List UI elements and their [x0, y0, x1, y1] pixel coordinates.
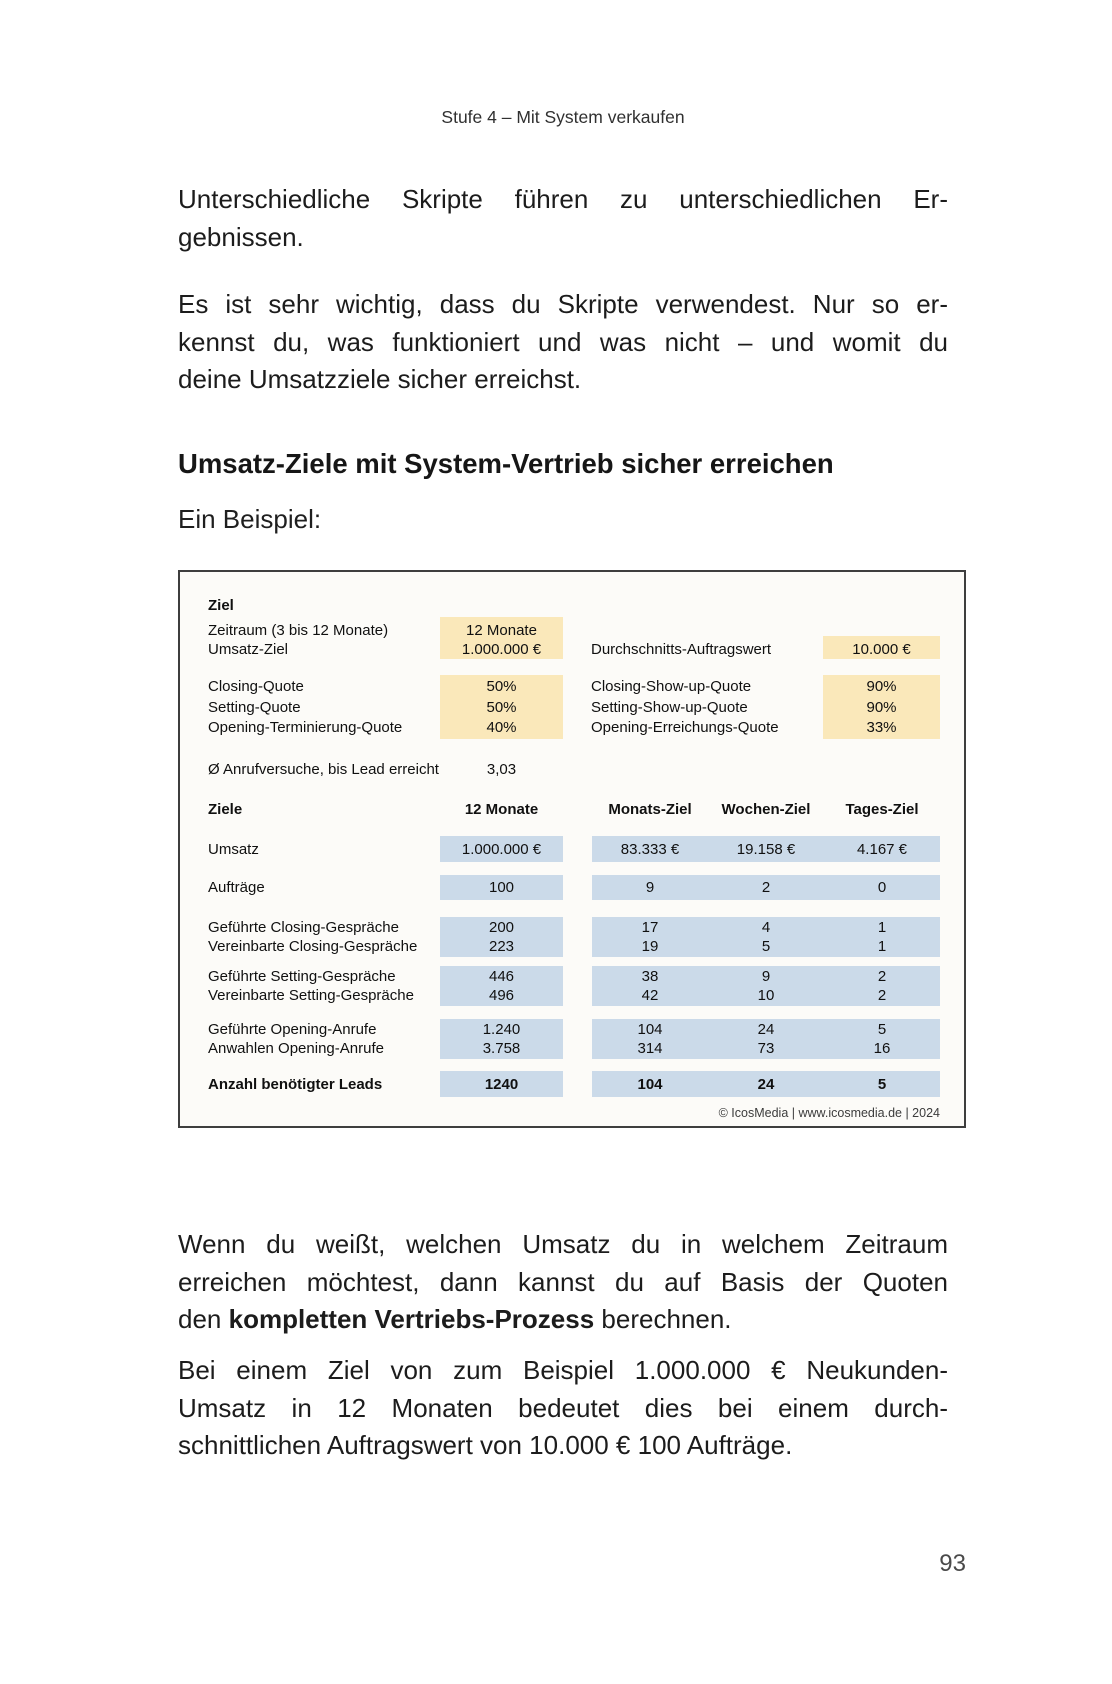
paragraph-line: Es ist sehr wichtig, dass du Skripte verwendest. Nur so er- [178, 289, 948, 319]
row-value: 2 [877, 987, 887, 1004]
goal-section-title: Ziel [208, 597, 234, 614]
table-row [180, 718, 964, 737]
table-row [180, 1021, 964, 1038]
table-row [180, 760, 964, 779]
row-value: 16 [873, 1040, 891, 1057]
quotes-rows [180, 675, 964, 739]
paragraph-line [178, 1301, 948, 1339]
row-value: 2 [761, 879, 771, 896]
paragraph-line: Bei einem Ziel von zum Beispiel 1.000.000 € Neukunden- [178, 1355, 948, 1385]
row-value: 5 [761, 938, 771, 955]
row-label: Closing-Show-up-Quote [591, 677, 752, 695]
row-label: Ø Anrufversuche, bis Lead erreicht [208, 761, 439, 778]
table-copyright: © IcosMedia | www.icosmedia.de | 2024 [718, 1106, 940, 1120]
row-value: 104 [637, 1021, 663, 1038]
column-header: Ziele [208, 801, 243, 818]
paragraph-line: gebnissen. [178, 221, 304, 252]
row-value: 1.000.000 € [461, 840, 542, 858]
row-value: 1.000.000 € [461, 641, 542, 658]
row-value: 5 [877, 1075, 887, 1093]
row-value: 40% [486, 719, 517, 737]
targets-group [180, 966, 964, 1006]
row-label: Geführte Closing-Gespräche [208, 919, 399, 936]
page-number: 93 [939, 1550, 966, 1577]
group-rows [180, 966, 964, 1006]
row-value: 5 [877, 1021, 887, 1038]
table-row [180, 621, 964, 640]
row-value: 19 [641, 938, 659, 955]
row-value: 90% [866, 698, 897, 716]
paragraph-line: deine Umsatzziele sicher erreichst. [178, 364, 582, 394]
row-value: 223 [488, 938, 515, 955]
row-label: Zeitraum (3 bis 12 Monate) [208, 622, 389, 639]
column-header: Monats-Ziel [608, 801, 692, 818]
section-heading: Umsatz-Ziele mit System-Vertrieb sicher erreichen [178, 448, 834, 479]
targets-group [180, 1019, 964, 1059]
paragraph-3 [178, 1226, 948, 1339]
row-value: 83.333 € [620, 840, 680, 858]
running-header: Stufe 4 – Mit System verkaufen [441, 107, 685, 127]
column-header: Tages-Ziel [845, 801, 919, 818]
row-label: Setting-Quote [208, 698, 301, 716]
paragraph-2 [178, 286, 948, 399]
row-value: 73 [757, 1040, 775, 1057]
row-value: 50% [486, 698, 517, 716]
row-value: 24 [757, 1021, 775, 1038]
row-label: Anzahl benötigter Leads [208, 1075, 383, 1093]
table-row [180, 1040, 964, 1057]
paragraph-line: Umsatz in 12 Monaten bedeutet dies bei einem durch- [178, 1392, 948, 1423]
row-value: 3.758 [482, 1040, 521, 1057]
table-row [180, 938, 964, 955]
table-row [180, 640, 964, 659]
row-value: 104 [637, 1075, 663, 1093]
targets-header-row [180, 800, 964, 819]
table-row [180, 677, 964, 696]
row-value: 24 [757, 1075, 775, 1093]
row-value: 50% [486, 677, 517, 695]
paragraph-line: schnittlichen Auftragswert von 10.000 € 100 Aufträge. [178, 1430, 793, 1460]
paragraph-line: kennst du, was funktioniert und was nicht – und womit du [178, 326, 948, 357]
row-value: 17 [641, 919, 659, 936]
row-value: 42 [641, 987, 659, 1004]
row-label: Umsatz-Ziel [208, 641, 289, 658]
row-label: Closing-Quote [208, 677, 304, 695]
row-value: 90% [866, 677, 897, 695]
row-value: 4 [761, 919, 771, 936]
table-row [180, 879, 964, 896]
row-value: 1240 [484, 1075, 519, 1093]
row-label: Opening-Erreichungs-Quote [591, 719, 779, 737]
row-label: Aufträge [208, 879, 265, 896]
row-value: 1 [877, 919, 887, 936]
paragraph-1 [178, 181, 948, 256]
row-value: 3,03 [486, 761, 517, 778]
text-segment: den [178, 1304, 229, 1334]
row-value: 100 [488, 879, 515, 896]
table-row [180, 919, 964, 936]
row-label: Geführte Setting-Gespräche [208, 968, 396, 985]
row-label: Umsatz [208, 840, 259, 858]
row-value: 1.240 [482, 1021, 521, 1038]
row-label: Durchschnitts-Auftragswert [591, 641, 772, 658]
text-segment: berechnen. [594, 1304, 732, 1334]
row-value: 10.000 € [852, 641, 911, 658]
row-label: Geführte Opening-Anrufe [208, 1021, 377, 1038]
row-value: 0 [877, 879, 887, 896]
row-value: 2 [877, 968, 887, 985]
row-value: 496 [488, 987, 515, 1004]
paragraph-line: Unterschiedliche Skripte führen zu unterschiedlichen Er- [178, 184, 948, 214]
paragraph-line: Wenn du weißt, welchen Umsatz du in welchem Zeitraum [178, 1229, 948, 1259]
group-rows [180, 875, 964, 900]
table-row [180, 987, 964, 1004]
row-value: 9 [761, 968, 771, 985]
row-value: 33% [866, 719, 897, 737]
row-value: 10 [757, 987, 775, 1004]
row-label: Vereinbarte Closing-Gespräche [208, 938, 418, 955]
group-rows [180, 917, 964, 957]
table-row [180, 1076, 964, 1093]
targets-group [180, 917, 964, 957]
group-rows [180, 1019, 964, 1059]
table-row [180, 841, 964, 858]
row-label: Anwahlen Opening-Anrufe [208, 1040, 384, 1057]
row-value: 4.167 € [856, 840, 908, 858]
group-rows [180, 1071, 964, 1097]
row-value: 200 [488, 919, 515, 936]
row-value: 12 Monate [466, 622, 537, 639]
targets-group [180, 1071, 964, 1097]
row-label: Vereinbarte Setting-Gespräche [208, 987, 414, 1004]
paragraph-line: erreichen möchtest, dann kannst du auf Basis der Quoten [178, 1266, 948, 1297]
row-value: 314 [637, 1040, 663, 1057]
group-rows [180, 836, 964, 862]
table-row [180, 968, 964, 985]
row-value: 446 [488, 968, 515, 985]
sales-calculation-table [178, 570, 966, 1128]
targets-group [180, 875, 964, 900]
row-label: Opening-Terminierung-Quote [208, 719, 403, 737]
row-value: 1 [877, 938, 887, 955]
table-row [180, 698, 964, 717]
paragraph-4 [178, 1352, 948, 1465]
row-value: 9 [645, 879, 655, 896]
targets-group [180, 836, 964, 862]
column-header: Wochen-Ziel [721, 801, 811, 818]
bold-text-segment: kompletten Vertriebs-Prozess [228, 1304, 595, 1334]
row-value: 38 [641, 968, 659, 985]
row-value: 19.158 € [736, 840, 796, 858]
column-header: 12 Monate [464, 801, 539, 818]
example-label: Ein Beispiel: [178, 504, 322, 534]
row-label: Setting-Show-up-Quote [591, 698, 748, 716]
